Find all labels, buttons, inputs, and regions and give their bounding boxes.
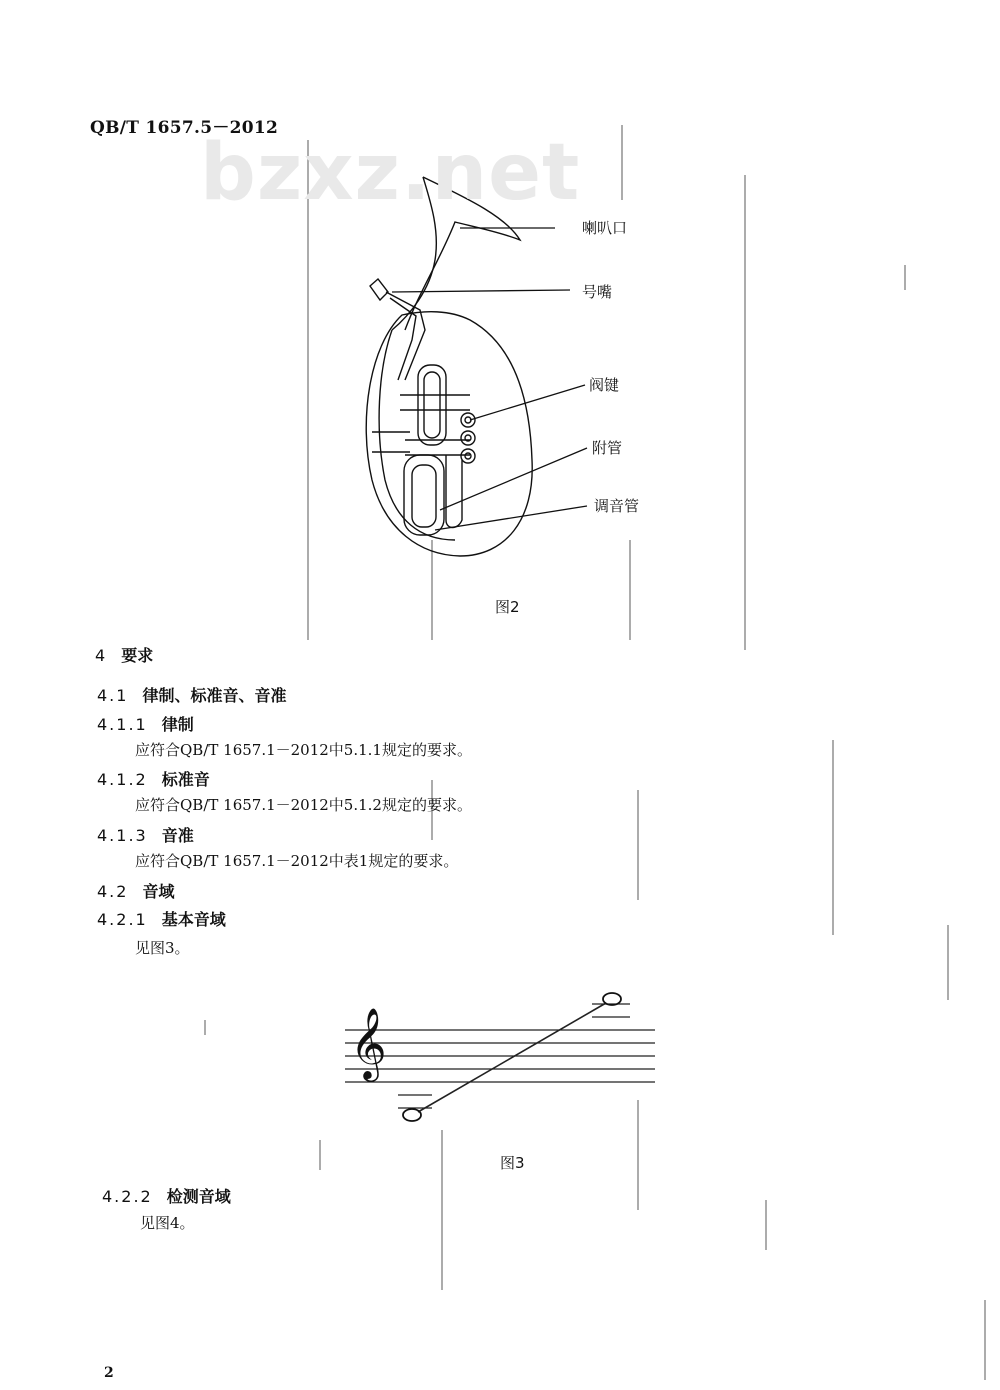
treble-clef-icon: 𝄞 xyxy=(350,1006,387,1079)
label-mouthpiece: 号嘴 xyxy=(582,283,613,301)
figure3-staff xyxy=(345,993,655,1121)
label-bell: 喇叭口 xyxy=(582,219,628,237)
label-tuning-slide: 调音管 xyxy=(594,497,640,515)
section-number: 4.2 xyxy=(97,882,129,901)
figure2-leader-lines xyxy=(392,228,587,530)
low-note xyxy=(403,1109,421,1121)
section-title: 标准音 xyxy=(161,770,210,789)
section-number: 4.2.1 xyxy=(97,910,148,929)
section-4 xyxy=(95,643,153,666)
section-4-1-3 xyxy=(97,823,194,846)
label-tube: 附管 xyxy=(592,439,623,457)
high-note xyxy=(603,993,621,1005)
section-title: 基本音域 xyxy=(161,910,226,929)
section-number: 4.1.1 xyxy=(97,715,148,734)
section-4-1-2-text: 应符合QB/T 1657.1－2012中5.1.2规定的要求。 xyxy=(135,796,472,814)
section-number: 4.1.3 xyxy=(97,826,148,845)
section-4-1-2 xyxy=(97,767,210,790)
section-title: 音域 xyxy=(142,882,175,901)
section-4-2-1-text: 见图3。 xyxy=(135,939,190,957)
standard-header: QB/T 1657.5－2012 xyxy=(90,118,279,138)
section-number: 4 xyxy=(95,646,108,665)
figure2-caption: 图2 xyxy=(495,598,520,616)
section-4-2-2-text: 见图4。 xyxy=(140,1214,195,1232)
watermark: bzxz.net xyxy=(200,128,581,218)
section-4-1-1 xyxy=(97,712,194,735)
section-title: 检测音域 xyxy=(166,1187,231,1206)
section-title: 律制 xyxy=(161,715,194,734)
page-number: 2 xyxy=(104,1365,114,1381)
section-4-1-3-text: 应符合QB/T 1657.1－2012中表1规定的要求。 xyxy=(135,852,459,870)
section-4-1 xyxy=(97,683,286,706)
section-title: 音准 xyxy=(161,826,194,845)
section-number: 4.1 xyxy=(97,686,129,705)
section-4-2-2 xyxy=(102,1184,231,1207)
figure3-caption: 图3 xyxy=(500,1154,525,1172)
section-title: 律制、标准音、音准 xyxy=(142,686,287,705)
section-number: 4.1.2 xyxy=(97,770,148,789)
section-4-2 xyxy=(97,879,174,902)
section-4-1-1-text: 应符合QB/T 1657.1－2012中5.1.1规定的要求。 xyxy=(135,741,472,759)
section-number: 4.2.2 xyxy=(102,1187,153,1206)
section-4-2-1 xyxy=(97,907,226,930)
section-title: 要求 xyxy=(121,646,154,665)
label-valve: 阀键 xyxy=(589,376,620,394)
euphonium-drawing xyxy=(366,177,532,556)
